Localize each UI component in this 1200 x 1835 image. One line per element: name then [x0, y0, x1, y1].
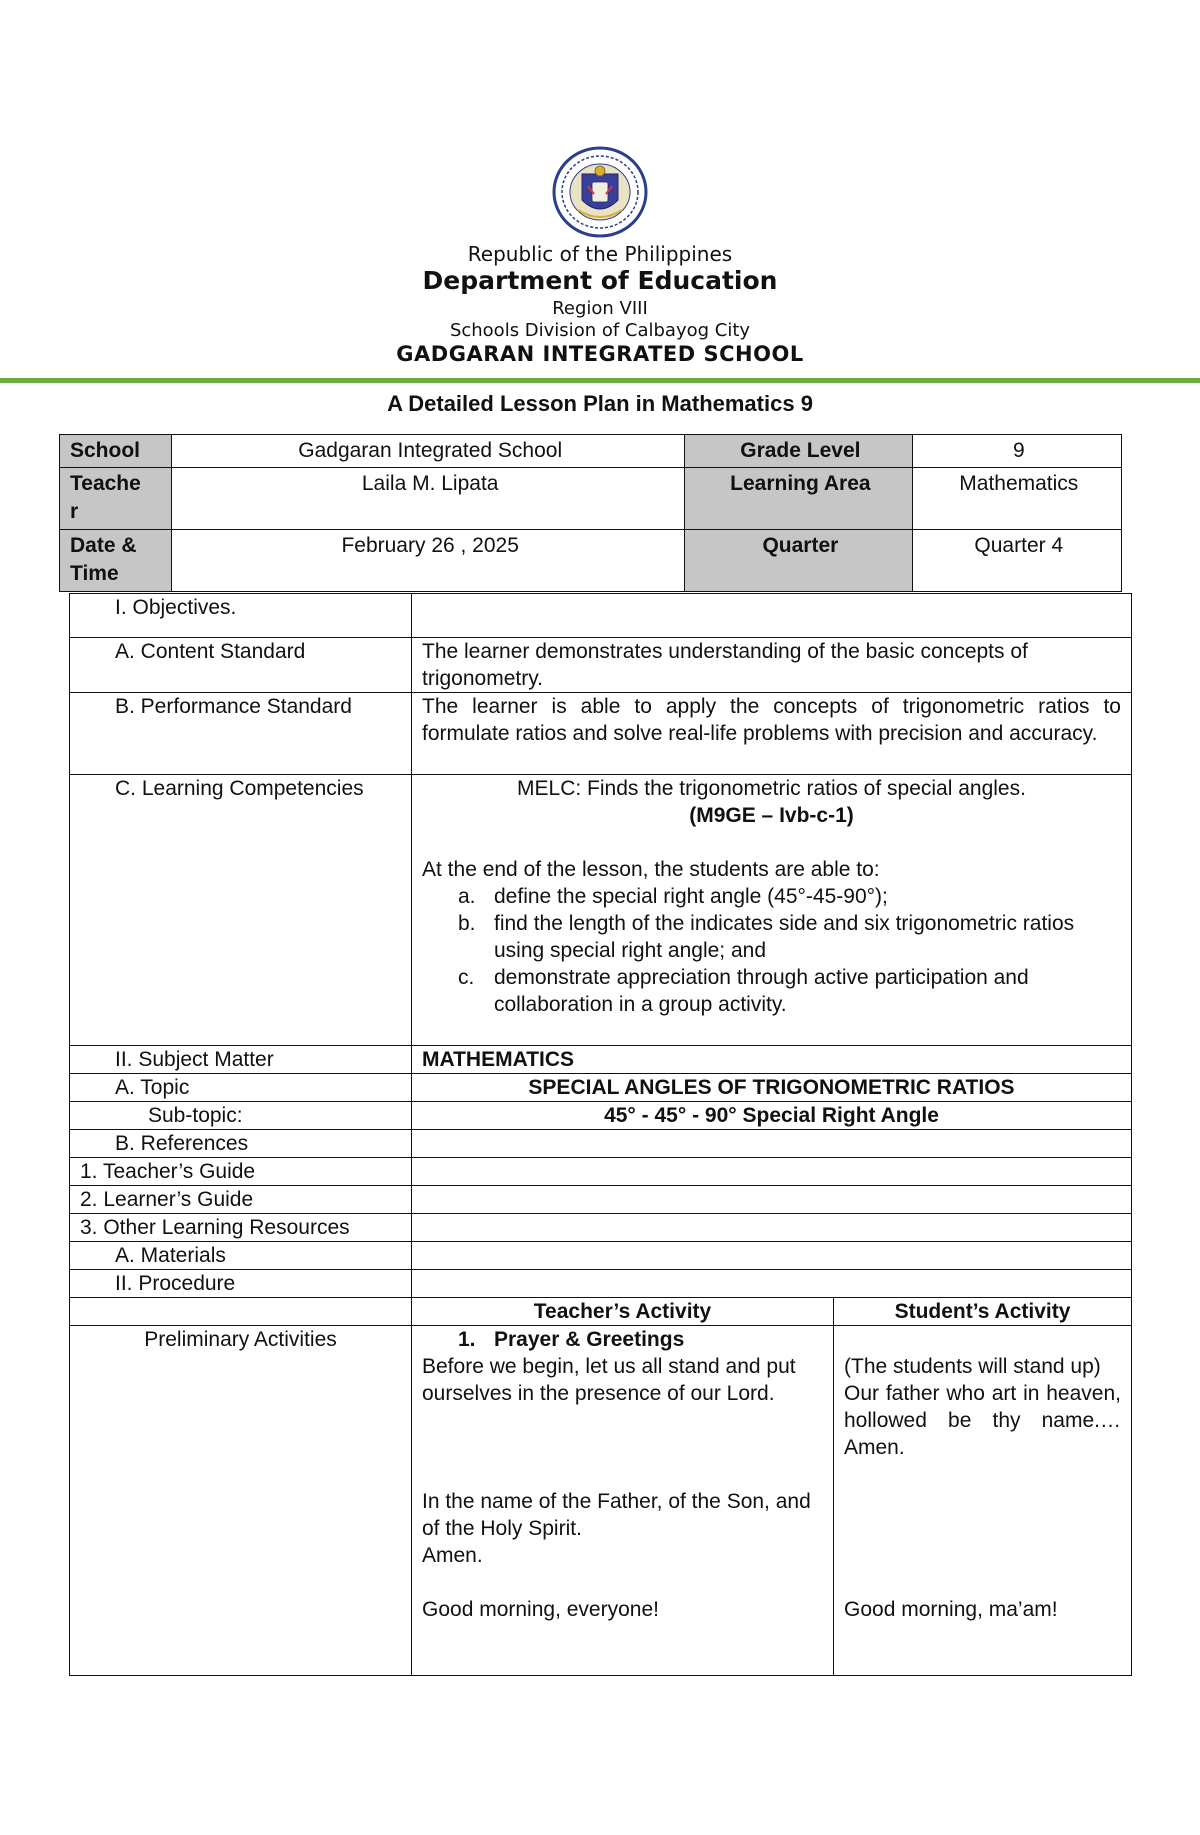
objectives-value: [412, 594, 1132, 638]
learning-competencies-cell: [412, 775, 1132, 1046]
date-label-line-1: Date &: [70, 534, 137, 557]
grade-level-value: 9: [912, 435, 1121, 468]
date-label-line-2: Time: [70, 562, 119, 585]
references-label: B. References: [70, 1130, 412, 1158]
list-item: [422, 883, 1121, 910]
topic-value: SPECIAL ANGLES OF TRIGONOMETRIC RATIOS: [412, 1074, 1132, 1102]
teacher-line: Amen.: [422, 1544, 483, 1567]
list-item-text: demonstrate appreciation through active participation and collaboration in a group activity.: [494, 966, 1029, 1016]
performance-standard-text: The learner is able to apply the concepts of trigonometric ratios to formulate ratios and solve real-life problems with precision and accuracy.: [412, 693, 1132, 775]
teacher-line: Good morning, everyone!: [422, 1598, 659, 1621]
row-objectives: [70, 594, 1132, 638]
spacer: [844, 1461, 1121, 1596]
row-subject-matter: [70, 1046, 1132, 1074]
teacher-line: In the name of the Father, of the Son, and of the Holy Spirit.: [422, 1490, 811, 1540]
department-heading: Department of Education: [422, 266, 778, 295]
teacher-activity-cell: [412, 1326, 834, 1676]
student-line: (The students will stand up): [844, 1355, 1101, 1378]
row-subtopic: [70, 1102, 1132, 1130]
objectives-list: [422, 883, 1121, 1018]
subtopic-label: Sub-topic:: [70, 1102, 412, 1130]
info-row-date: [60, 530, 1122, 592]
deped-seal-icon: [548, 144, 652, 240]
subject-matter-label: II. Subject Matter: [70, 1046, 412, 1074]
date-time-value: February 26 , 2025: [172, 530, 685, 592]
grade-level-label: Grade Level: [685, 435, 912, 468]
teacher-label-line-2: r: [70, 500, 79, 523]
preliminary-activities-label: Preliminary Activities: [70, 1326, 412, 1676]
prayer-heading-text: Prayer & Greetings: [494, 1328, 685, 1351]
list-marker: a.: [458, 885, 476, 908]
row-materials: [70, 1242, 1132, 1270]
objectives-label: I. Objectives.: [70, 594, 412, 638]
activity-header-blank: [70, 1298, 412, 1326]
objectives-intro: At the end of the lesson, the students are able to:: [422, 858, 880, 881]
student-line: Our father who art in heaven, hollowed be thy name.… Amen.: [844, 1382, 1121, 1459]
teacher-label: [60, 468, 172, 530]
procedure-label: II. Procedure: [70, 1270, 412, 1298]
melc-text: MELC: Finds the trigonometric ratios of special angles.: [517, 777, 1026, 800]
learners-guide-label: 2. Learner’s Guide: [70, 1186, 412, 1214]
quarter-value: Quarter 4: [912, 530, 1121, 592]
row-topic: [70, 1074, 1132, 1102]
content-standard-label: A. Content Standard: [70, 638, 412, 693]
learning-area-value: Mathematics: [912, 468, 1121, 530]
student-activity-header: Student’s Activity: [834, 1298, 1132, 1326]
school-value: Gadgaran Integrated School: [172, 435, 685, 468]
references-value: [412, 1130, 1132, 1158]
learning-area-label: Learning Area: [685, 468, 912, 530]
learners-guide-value: [412, 1186, 1132, 1214]
spacer: [422, 829, 1121, 856]
subject-matter-value: MATHEMATICS: [412, 1046, 1132, 1074]
row-content-standard: [70, 638, 1132, 693]
row-procedure: [70, 1270, 1132, 1298]
row-other-resources: [70, 1214, 1132, 1242]
info-table: [59, 434, 1122, 592]
list-item: [422, 964, 1121, 1018]
row-performance-standard: [70, 693, 1132, 775]
teachers-guide-value: [412, 1158, 1132, 1186]
prayer-heading: [422, 1326, 823, 1353]
other-resources-value: [412, 1214, 1132, 1242]
learning-competencies-label: C. Learning Competencies: [70, 775, 412, 1046]
row-learning-competencies: [70, 775, 1132, 1046]
teachers-guide-label: 1. Teacher’s Guide: [70, 1158, 412, 1186]
materials-value: [412, 1242, 1132, 1270]
info-row-school: [60, 435, 1122, 468]
document-title: A Detailed Lesson Plan in Mathematics 9: [387, 391, 813, 416]
procedure-value: [412, 1270, 1132, 1298]
row-teachers-guide: [70, 1158, 1132, 1186]
division-heading: Schools Division of Calbayog City: [449, 320, 751, 341]
teacher-value: Laila M. Lipata: [172, 468, 685, 530]
list-item-text: find the length of the indicates side and six trigonometric ratios using special right angle; and: [494, 912, 1075, 962]
list-item: [422, 910, 1121, 964]
school-label: School: [60, 435, 172, 468]
school-heading: GADGARAN INTEGRATED SCHOOL: [396, 342, 804, 366]
content-standard-text: The learner demonstrates understanding of the basic concepts of trigonometry.: [412, 638, 1132, 693]
student-line: Good morning, ma’am!: [844, 1598, 1058, 1621]
row-references: [70, 1130, 1132, 1158]
subtopic-value: 45° - 45° - 90° Special Right Angle: [412, 1102, 1132, 1130]
spacer: [422, 1569, 823, 1596]
quarter-label: Quarter: [685, 530, 912, 592]
materials-label: A. Materials: [70, 1242, 412, 1270]
performance-standard-label: B. Performance Standard: [70, 693, 412, 775]
list-item-text: define the special right angle (45°-45-90°);: [494, 885, 888, 908]
melc-code: (M9GE – Ivb-c-1): [689, 804, 854, 827]
list-marker: b.: [458, 912, 476, 935]
lesson-table: [69, 593, 1132, 1676]
list-marker: c.: [458, 966, 475, 989]
prayer-number: 1.: [458, 1328, 476, 1351]
row-learners-guide: [70, 1186, 1132, 1214]
republic-heading: Republic of the Philippines: [467, 242, 733, 266]
region-heading: Region VIII: [552, 298, 648, 319]
date-time-label: [60, 530, 172, 592]
row-activity-headers: [70, 1298, 1132, 1326]
topic-label: A. Topic: [70, 1074, 412, 1102]
student-activity-cell: [834, 1326, 1132, 1676]
spacer: [422, 1407, 823, 1488]
teacher-line: Before we begin, let us all stand and put ourselves in the presence of our Lord.: [422, 1355, 796, 1405]
teacher-activity-header: Teacher’s Activity: [412, 1298, 834, 1326]
other-resources-label: 3. Other Learning Resources: [70, 1214, 412, 1242]
header-divider: [0, 378, 1200, 383]
spacer: [844, 1326, 1121, 1353]
info-row-teacher: [60, 468, 1122, 530]
row-preliminary-activities: [70, 1326, 1132, 1676]
teacher-label-line-1: Teache: [70, 472, 141, 495]
